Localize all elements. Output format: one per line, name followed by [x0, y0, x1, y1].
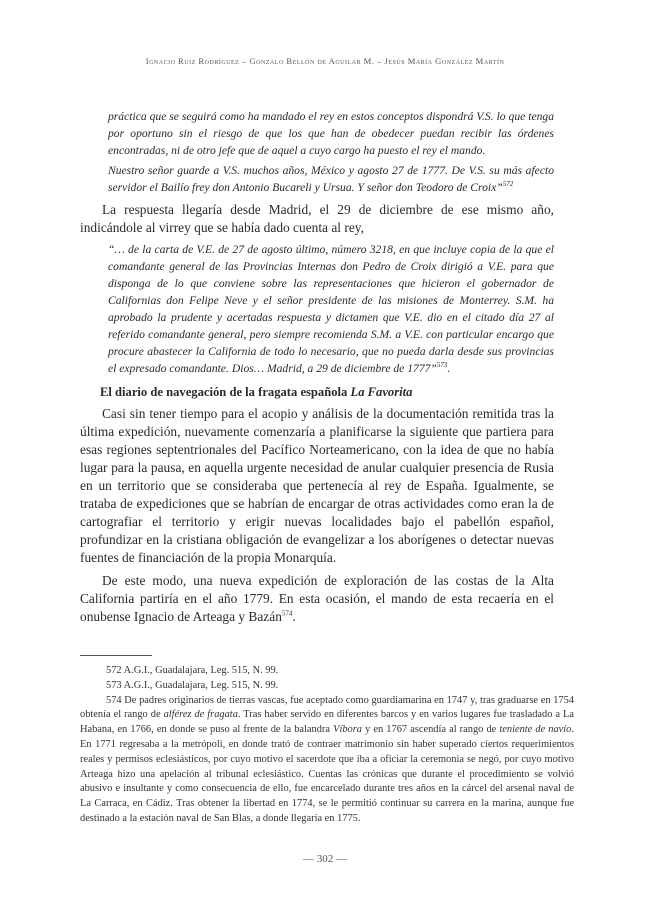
footnote-573: 573 A.G.I., Guadalajara, Leg. 515, N. 99.	[106, 679, 279, 691]
paragraph-expedition: Casi sin tener tiempo para el acopio y análisis de la documentación remitida tras la última expedición, nuevamente comenzaría a planificarse la siguiente que partiera para esas regiones septentrionales del Pacífico Norteamericano, con la idea de que no había lugar para la pausa, en aquella urgente necesidad de anular cualquier presencia de Rusia en un territorio que se consideraba que pertenecía al rey de España. Igualmente, se trataba de expediciones que se habrían de encargar de otras actividades como eran la de cartografiar el territorio y erigir nuevas localidades bajo el pabellón español, profundizar en la cristiana obligación de evangelizar a los aborígenes o detectar nuevas fuentes de financiación de la propia Monarquía.	[80, 406, 554, 565]
block-quote-closing-text: Nuestro señor guarde a V.S. muchos años, México y agosto 27 de 1777. De V.S. su más afecto servidor el Bailío frey don Antonio Bucareli y Ursua. Y señor don Teodoro de Croix”	[108, 164, 554, 194]
running-header: Ignacio Ruiz Rodríguez – Gonzalo Bellón de Aguilar M. – Jesús María González Martín	[145, 56, 505, 66]
footnotes	[80, 664, 574, 827]
block-quote-madrid: “… de la carta de V.E. de 27 de agosto último, número 3218, en que incluye copia de la que el comandante general de las Provincias Internas don Pedro de Croix dirigió a V.E. para que disponga de lo que conviene sobre las representaciones que hicieron el gobernador de Californias don Felipe Neve y el señor presidente de las misiones de Monterrey. S.M. ha aprobado la prudente y acertadas respuesta y dictamen que V.E. dio en el citado día 27 al referido comandante general, pero siempre recomienda S.M. a V.E. con particular encargo que procure abastecer la California de todo lo necesario, que no pueda darla desde sus provincias el expresado comandante. Dios… Madrid, a 29 de diciembre de 1777”$^{573}$.	[108, 243, 554, 375]
footnote-574	[80, 694, 574, 827]
paragraph-arteaga-text: De este modo, una nueva expedición de exploración de las costas de la Alta California partiría en el año 1779. En esta ocasión, el mando de esta recaería en el onubense Ignacio de Arteaga y Bazán	[80, 573, 554, 624]
footnote-574-italic-3: teniente de navío	[499, 724, 572, 736]
section-heading-ship: La Favorita	[350, 385, 413, 399]
block-quote-continuation: práctica que se seguirá como ha mandado el rey en estos conceptos dispondrá V.S. lo que tenga por oportuno sin el riesgo de que los que han de obedecer puedan recibir las órdenes encontradas, ni de otro jefe que de aquel a cuyo cargo ha puesto el rey el mando.	[108, 110, 554, 157]
footnote-574-italic-1: alférez de fragata	[163, 709, 238, 721]
footnote-ref-573[interactable]: 573	[436, 361, 448, 370]
paragraph-arteaga: De este modo, una nueva expedición de exploración de las costas de la Alta California partiría en el año 1779. En esta ocasión, el mando de esta recaería en el onubense Ignacio de Arteaga y Bazán$^{574}$.	[80, 573, 554, 624]
paragraph-response: La respuesta llegaría desde Madrid, el 29 de diciembre de ese mismo año, indicándole al virrey que se había dado cuenta al rey,	[80, 202, 554, 235]
footnote-572: 572 A.G.I., Guadalajara, Leg. 515, N. 99.	[106, 665, 279, 676]
section-heading	[100, 385, 554, 400]
block-quote-closing	[108, 162, 554, 196]
page-number: — 302 —	[303, 853, 347, 865]
footnote-574-italic-2: Víbora	[333, 724, 362, 736]
main-text	[80, 108, 554, 626]
footnote-574-part-a: 574 De padres originarios de tierras vascas, fue aceptado como guardiamarina en 1747 y, tras graduarse en 1754 obtenía el rango de	[80, 694, 574, 721]
footnote-574-part-d: . En 1771 regresaba a la metrópoli, en donde trató de contraer matrimonio sin haber superado ciertos requerimientos reales y permisos eclesiásticos, por cuyo motivo el sacerdote que iba a oficiar la ceremonia se negó, por cuyo motivo Arteaga hizo una apelación al tribunal eclesiástico. Cuentas las crónicas que durante el procedimiento se volvió abusivo e insultante y como consecuencia de ello, fue encarcelado durante tres años en la cárcel del arsenal naval de La Carraca, en Cádiz. Tras obtener la libertad en 1774, se le permitió continuar su carrera en la marina, aunque fue destinado a la estación naval de San Blas, a donde llegaría en 1775.	[80, 724, 574, 824]
footnote-ref-572[interactable]: 572	[502, 180, 514, 189]
footnote-574-part-c: y en 1767 ascendía al rango de	[361, 724, 500, 736]
section-heading-text: El diario de navegación de la fragata española	[100, 385, 348, 399]
footnote-rule	[80, 655, 152, 656]
footnote-ref-574[interactable]: 574	[281, 609, 293, 618]
block-quote-madrid-text: “… de la carta de V.E. de 27 de agosto último, número 3218, en que incluye copia de la que el comandante general de las Provincias Internas don Pedro de Croix dirigió a V.E. para que disponga de lo que conviene sobre las representaciones que hicieron el gobernador de Californias don Felipe Neve y el señor presidente de las misiones de Monterrey. S.M. ha aprobado la prudente y acertadas respuesta y dictamen que V.E. dio en el citado día 27 al referido comandante general, pero siempre recomienda S.M. a V.E. con particular encargo que procure abastecer la California de todo lo necesario, que no pueda darla desde sus provincias el expresado comandante. Dios… Madrid, a 29 de diciembre de 1777”	[108, 243, 554, 375]
footnote-574-part-b: . Tras haber servido en diferentes barcos y en varios lugares fue trasladado a La Habana, en 1766, en donde se puso al frente de la balandra	[80, 709, 574, 736]
